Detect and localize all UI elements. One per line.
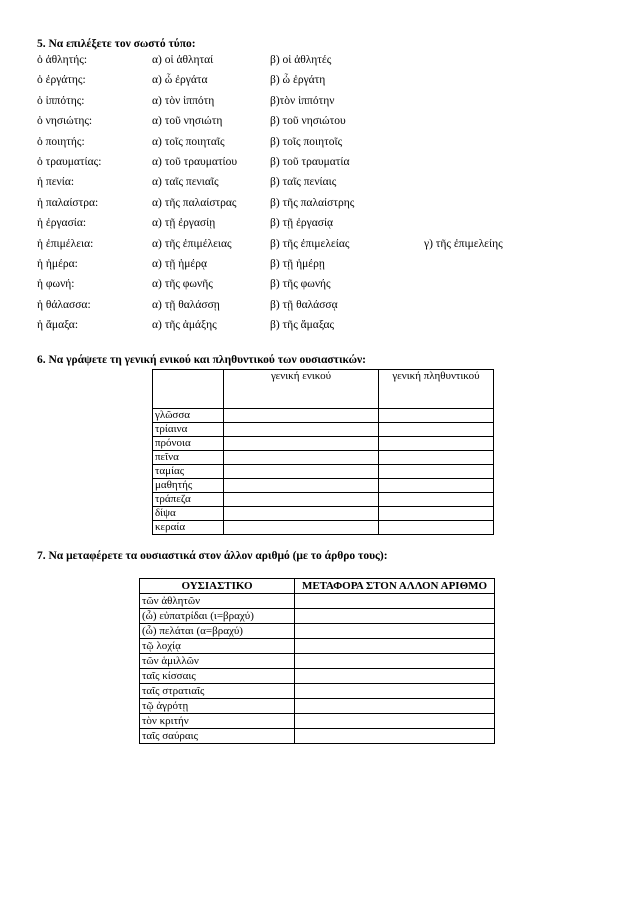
header-noun: ΟΥΣΙΑΣΤΙΚΟ bbox=[140, 579, 295, 594]
option-b[interactable]: β) τῆς ἅμαξας bbox=[270, 319, 335, 332]
noun-label: ὁ ἱππότης: bbox=[37, 94, 85, 107]
option-a[interactable]: α) ταῖς πενιαῖς bbox=[152, 176, 219, 189]
option-a[interactable]: α) τοῦ τραυματίου bbox=[152, 156, 238, 168]
noun-cell: τρίαινα bbox=[153, 423, 224, 437]
genitive-plural-answer-cell[interactable] bbox=[379, 409, 494, 423]
table-row bbox=[153, 451, 494, 465]
option-a[interactable]: α) τῇ ἡμέρᾳ bbox=[152, 258, 208, 270]
table-row bbox=[140, 714, 495, 729]
noun-label: ὁ ἀθλητής: bbox=[37, 54, 88, 66]
noun-label: ὁ νησιώτης: bbox=[37, 115, 93, 128]
option-b[interactable]: β) τοῦ τραυματία bbox=[270, 156, 350, 168]
option-a[interactable]: α) τῆς ἁμάξης bbox=[152, 319, 217, 332]
transfer-answer-cell[interactable] bbox=[295, 609, 495, 624]
noun-cell: τῷ ἀγρότῃ bbox=[140, 699, 295, 714]
noun-cell: (ὦ) εὐπατρίδαι (ι=βραχύ) bbox=[140, 609, 295, 624]
transfer-answer-cell[interactable] bbox=[295, 594, 495, 609]
noun-label: ἡ ἡμέρα: bbox=[37, 258, 78, 270]
noun-cell: πεῖνα bbox=[153, 451, 224, 465]
noun-label: ἡ παλαίστρα: bbox=[37, 196, 99, 209]
genitive-singular-answer-cell[interactable] bbox=[224, 493, 379, 507]
header-blank-cell bbox=[153, 370, 224, 409]
transfer-answer-cell[interactable] bbox=[295, 729, 495, 744]
table-row bbox=[153, 409, 494, 423]
option-b[interactable]: β) οἱ ἀθλητές bbox=[270, 54, 332, 66]
genitive-singular-answer-cell[interactable] bbox=[224, 409, 379, 423]
option-c[interactable]: γ) τῆς ἐπιμελείης bbox=[424, 237, 503, 250]
table-row bbox=[140, 594, 495, 609]
exercise-7-title: 7. Να μεταφέρετε τα ουσιαστικά στον άλλον αριθμό (με το άρθρο τους): bbox=[37, 550, 388, 562]
table-row bbox=[140, 654, 495, 669]
table-row bbox=[140, 624, 495, 639]
transfer-answer-cell[interactable] bbox=[295, 684, 495, 699]
option-b[interactable]: β) τῇ ἐργασίᾳ bbox=[270, 217, 334, 230]
transfer-answer-cell[interactable] bbox=[295, 624, 495, 639]
noun-cell: γλῶσσα bbox=[153, 409, 224, 423]
genitive-plural-answer-cell[interactable] bbox=[379, 479, 494, 493]
genitive-singular-answer-cell[interactable] bbox=[224, 479, 379, 493]
option-a[interactable]: α) τῇ ἐργασίῃ bbox=[152, 217, 216, 230]
noun-label: ἡ θάλασσα: bbox=[37, 298, 91, 311]
table-row bbox=[153, 423, 494, 437]
option-a[interactable]: α) τῆς ἐπιμέλειας bbox=[152, 237, 232, 250]
option-a[interactable]: α) οἱ ἀθληταί bbox=[152, 54, 214, 66]
noun-cell: ταῖς στρατιαῖς bbox=[140, 684, 295, 699]
noun-cell: τῷ λοχίᾳ bbox=[140, 639, 295, 654]
noun-cell: τῶν ἀθλητῶν bbox=[140, 594, 295, 609]
header-genitive-singular: γενική ενικού bbox=[224, 370, 379, 409]
noun-cell: (ὦ) πελάται (α=βραχύ) bbox=[140, 624, 295, 639]
genitive-singular-answer-cell[interactable] bbox=[224, 521, 379, 535]
noun-label: ἡ πενία: bbox=[37, 176, 75, 189]
option-b[interactable]: β) τῇ ἡμέρῃ bbox=[270, 258, 325, 270]
genitive-singular-answer-cell[interactable] bbox=[224, 437, 379, 451]
genitive-plural-answer-cell[interactable] bbox=[379, 521, 494, 535]
noun-label: ὁ τραυματίας: bbox=[37, 156, 102, 168]
table-row bbox=[153, 465, 494, 479]
transfer-answer-cell[interactable] bbox=[295, 639, 495, 654]
option-a[interactable]: α) τῆς παλαίστρας bbox=[152, 196, 237, 209]
noun-label: ἡ ἐπιμέλεια: bbox=[37, 237, 94, 250]
genitive-plural-answer-cell[interactable] bbox=[379, 507, 494, 521]
option-b[interactable]: β) ὦ ἐργάτη bbox=[270, 74, 326, 87]
header-genitive-plural: γενική πληθυντικού bbox=[379, 370, 494, 409]
exercise-7-table bbox=[139, 578, 495, 744]
noun-label: ἡ φωνή: bbox=[37, 278, 75, 291]
exercise-6-table bbox=[152, 369, 494, 535]
noun-cell: τράπεζα bbox=[153, 493, 224, 507]
table-row bbox=[140, 684, 495, 699]
option-a[interactable]: α) τοῦ νησιώτη bbox=[152, 115, 223, 128]
noun-label: ὁ ἐργάτης: bbox=[37, 74, 86, 87]
genitive-singular-answer-cell[interactable] bbox=[224, 451, 379, 465]
option-b[interactable]: β) τοῖς ποιητοῖς bbox=[270, 135, 343, 148]
option-b[interactable]: β) ταῖς πενίαις bbox=[270, 176, 337, 189]
noun-cell: τῶν ἁμιλλῶν bbox=[140, 654, 295, 669]
transfer-answer-cell[interactable] bbox=[295, 699, 495, 714]
exercise-5-title: 5. Να επιλέξετε τον σωστό τύπο: bbox=[37, 38, 196, 50]
option-b[interactable]: β) τῆς παλαίστρης bbox=[270, 196, 355, 209]
transfer-answer-cell[interactable] bbox=[295, 714, 495, 729]
genitive-singular-answer-cell[interactable] bbox=[224, 423, 379, 437]
option-b[interactable]: β) τῇ θαλάσσᾳ bbox=[270, 298, 338, 311]
table-row bbox=[140, 699, 495, 714]
genitive-plural-answer-cell[interactable] bbox=[379, 451, 494, 465]
table-row bbox=[140, 639, 495, 654]
option-a[interactable]: α) τοῖς ποιηταῖς bbox=[152, 135, 225, 148]
noun-cell: ταῖς σαύραις bbox=[140, 729, 295, 744]
option-a[interactable]: α) τὸν ἱππότη bbox=[152, 94, 215, 107]
transfer-answer-cell[interactable] bbox=[295, 669, 495, 684]
exercise-6-title: 6. Να γράψετε τη γενική ενικού και πληθυντικού των ουσιαστικών: bbox=[37, 354, 366, 366]
noun-label: ὁ ποιητής: bbox=[37, 135, 85, 148]
genitive-plural-answer-cell[interactable] bbox=[379, 437, 494, 451]
table-row bbox=[140, 729, 495, 744]
table-row bbox=[140, 609, 495, 624]
table-row bbox=[153, 479, 494, 493]
noun-cell: τὸν κριτήν bbox=[140, 714, 295, 729]
noun-label: ἡ ἅμαξα: bbox=[37, 319, 79, 332]
header-transfer: ΜΕΤΑΦΟΡΑ ΣΤΟΝ ΑΛΛΟΝ ΑΡΙΘΜΟ bbox=[295, 579, 495, 594]
table-row bbox=[153, 493, 494, 507]
genitive-singular-answer-cell[interactable] bbox=[224, 507, 379, 521]
table-header-row bbox=[153, 370, 494, 409]
noun-cell: μαθητής bbox=[153, 479, 224, 493]
table-row bbox=[153, 507, 494, 521]
genitive-singular-answer-cell[interactable] bbox=[224, 465, 379, 479]
option-a[interactable]: α) τῇ θαλάσσῃ bbox=[152, 298, 220, 311]
noun-cell: κεραία bbox=[153, 521, 224, 535]
noun-cell: πρόνοια bbox=[153, 437, 224, 451]
option-a[interactable]: α) τῆς φωνῆς bbox=[152, 278, 213, 291]
option-b[interactable]: β)τὸν ἱππότην bbox=[270, 94, 335, 107]
option-b[interactable]: β) τῆς ἐπιμελείας bbox=[270, 237, 350, 250]
noun-label: ἡ ἐργασία: bbox=[37, 217, 87, 230]
option-a[interactable]: α) ὦ ἐργάτα bbox=[152, 74, 208, 87]
option-b[interactable]: β) τοῦ νησιώτου bbox=[270, 115, 346, 128]
noun-cell: ταῖς κίσσαις bbox=[140, 669, 295, 684]
table-row bbox=[140, 669, 495, 684]
noun-cell: ταμίας bbox=[153, 465, 224, 479]
genitive-plural-answer-cell[interactable] bbox=[379, 493, 494, 507]
table-header-row bbox=[140, 579, 495, 594]
noun-cell: δίψα bbox=[153, 507, 224, 521]
option-b[interactable]: β) τῆς φωνής bbox=[270, 278, 331, 291]
table-row bbox=[153, 437, 494, 451]
table-row bbox=[153, 521, 494, 535]
genitive-plural-answer-cell[interactable] bbox=[379, 423, 494, 437]
genitive-plural-answer-cell[interactable] bbox=[379, 465, 494, 479]
transfer-answer-cell[interactable] bbox=[295, 654, 495, 669]
